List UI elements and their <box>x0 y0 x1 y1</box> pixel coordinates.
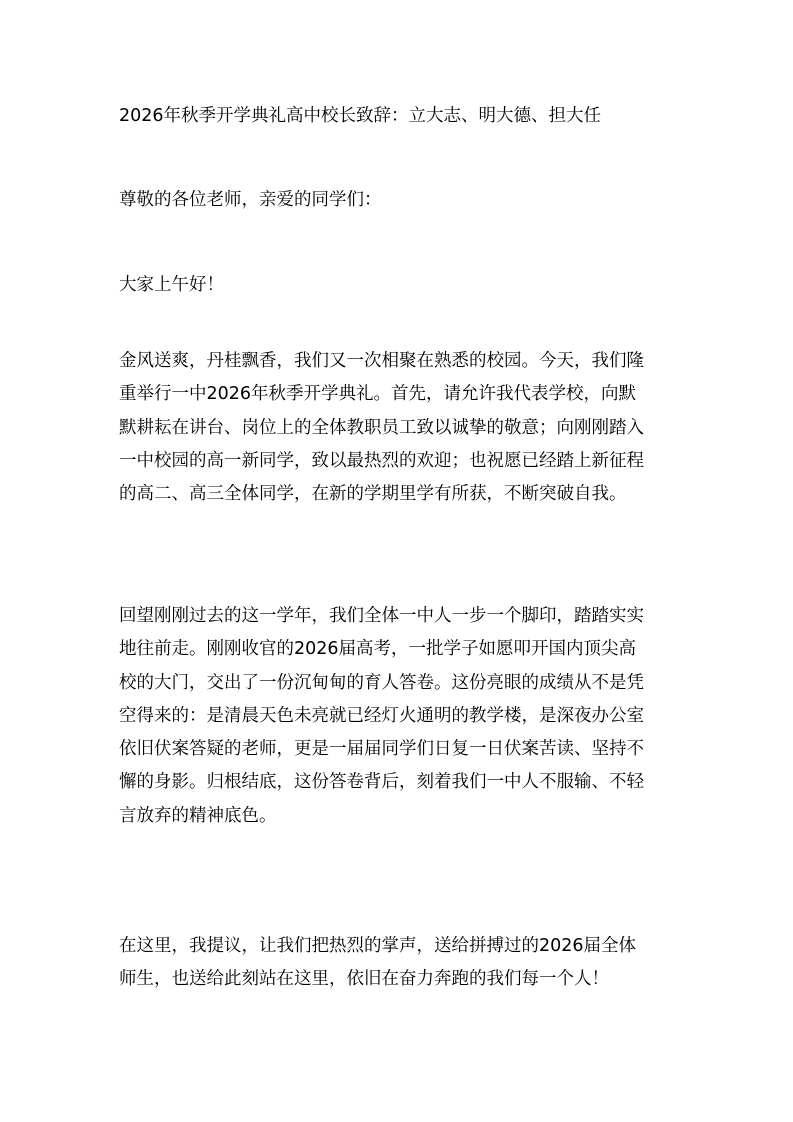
document-title: 2026年秋季开学典礼高中校长致辞：立大志、明大德、担大任 <box>119 106 602 126</box>
paragraph-line: 默耕耘在讲台、岗位上的全体教职员工致以诚挚的敬意；向刚刚踏入 <box>119 417 644 438</box>
paragraph-line: 懈的身影。归根结底，这份答卷背后，刻着我们一中人不服输、不轻 <box>119 772 644 793</box>
paragraph-line: 校的大门，交出了一份沉甸甸的育人答卷。这份亮眼的成绩从不是凭 <box>119 672 644 693</box>
paragraph-line: 一中校园的高一新同学，致以最热烈的欢迎；也祝愿已经踏上新征程 <box>119 450 644 471</box>
paragraph-line: 依旧伏案答疑的老师，更是一届届同学们日复一日伏案苦读、坚持不 <box>119 739 644 760</box>
paragraph-line: 地往前走。刚刚收官的2026届高考，一批学子如愿叩开国内顶尖高 <box>119 639 637 660</box>
paragraph-line: 言放弃的精神底色。 <box>119 805 277 826</box>
paragraph-line: 重举行一中2026年秋季开学典礼。首先，请允许我代表学校，向默 <box>119 384 637 405</box>
paragraph-line: 金风送爽，丹桂飘香，我们又一次相聚在熟悉的校园。今天，我们隆 <box>119 351 644 371</box>
paragraph-review <box>119 600 689 833</box>
paragraph-applause <box>119 930 689 997</box>
salutation: 尊敬的各位老师，亲爱的同学们： <box>119 190 382 210</box>
paragraph-line: 在这里，我提议，让我们把热烈的掌声，送给拼搏过的2026届全体 <box>119 936 637 956</box>
paragraph-line: 空得来的：是清晨天色未亮就已经灯火通明的教学楼，是深夜办公室 <box>119 705 644 726</box>
paragraph-opening <box>119 345 689 511</box>
paragraph-line: 师生，也送给此刻站在这里，依旧在奋力奔跑的我们每一个人！ <box>119 969 609 990</box>
greeting: 大家上午好！ <box>119 275 224 295</box>
paragraph-line: 的高二、高三全体同学，在新的学期里学有所获，不断突破自我。 <box>119 484 627 505</box>
paragraph-line: 回望刚刚过去的这一学年，我们全体一中人一步一个脚印，踏踏实实 <box>119 606 644 626</box>
